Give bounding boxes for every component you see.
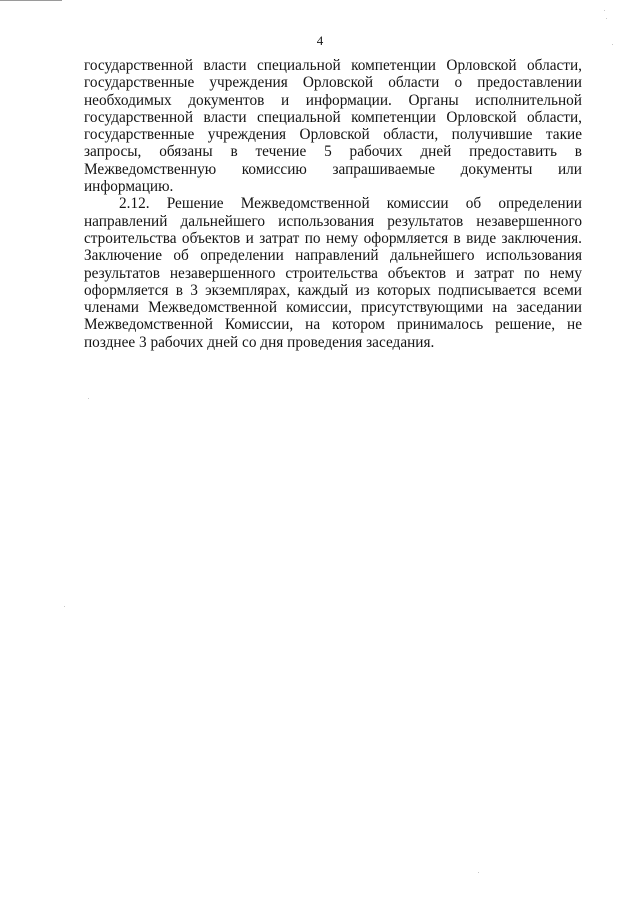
paragraph-2-12: 2.12. Решение Межведомственной комиссии об определении направлений дальнейшего использования результатов незавершенного строительства объектов и затрат по нему оформляется в виде заключения. Заключение об определении направлений дальнейшего использования результатов незавершенного строительства объектов и затрат по нему оформляется в 3 экземплярах, каждый из которых подписывается всеми членами Межведомственной комиссии, присутствующими на заседании Межведомственной Комиссии, на котором принималось решение, не позднее 3 рабочих дней со дня проведения заседания. — [84, 195, 582, 351]
scan-speck — [88, 398, 89, 399]
paragraph-continuation: государственной власти специальной компетенции Орловской области, государственные учреждения Орловской области о предоставлении необходимых документов и информации. Органы исполнительной государственной власти специальной компетенции Орловской области, государственные учреждения Орловской области, получившие такие запросы, обязаны в течение 5 рабочих дней предоставить в Межведомственную комиссию запрашиваемые документы или информацию. — [84, 57, 582, 196]
scan-speck — [64, 606, 65, 607]
scan-speck — [612, 44, 613, 45]
scan-speck — [604, 10, 605, 11]
document-body — [84, 57, 582, 351]
page-number: 4 — [316, 33, 324, 48]
scan-speck — [606, 18, 607, 19]
scan-speck — [478, 872, 479, 873]
scan-edge-line — [0, 0, 62, 1]
